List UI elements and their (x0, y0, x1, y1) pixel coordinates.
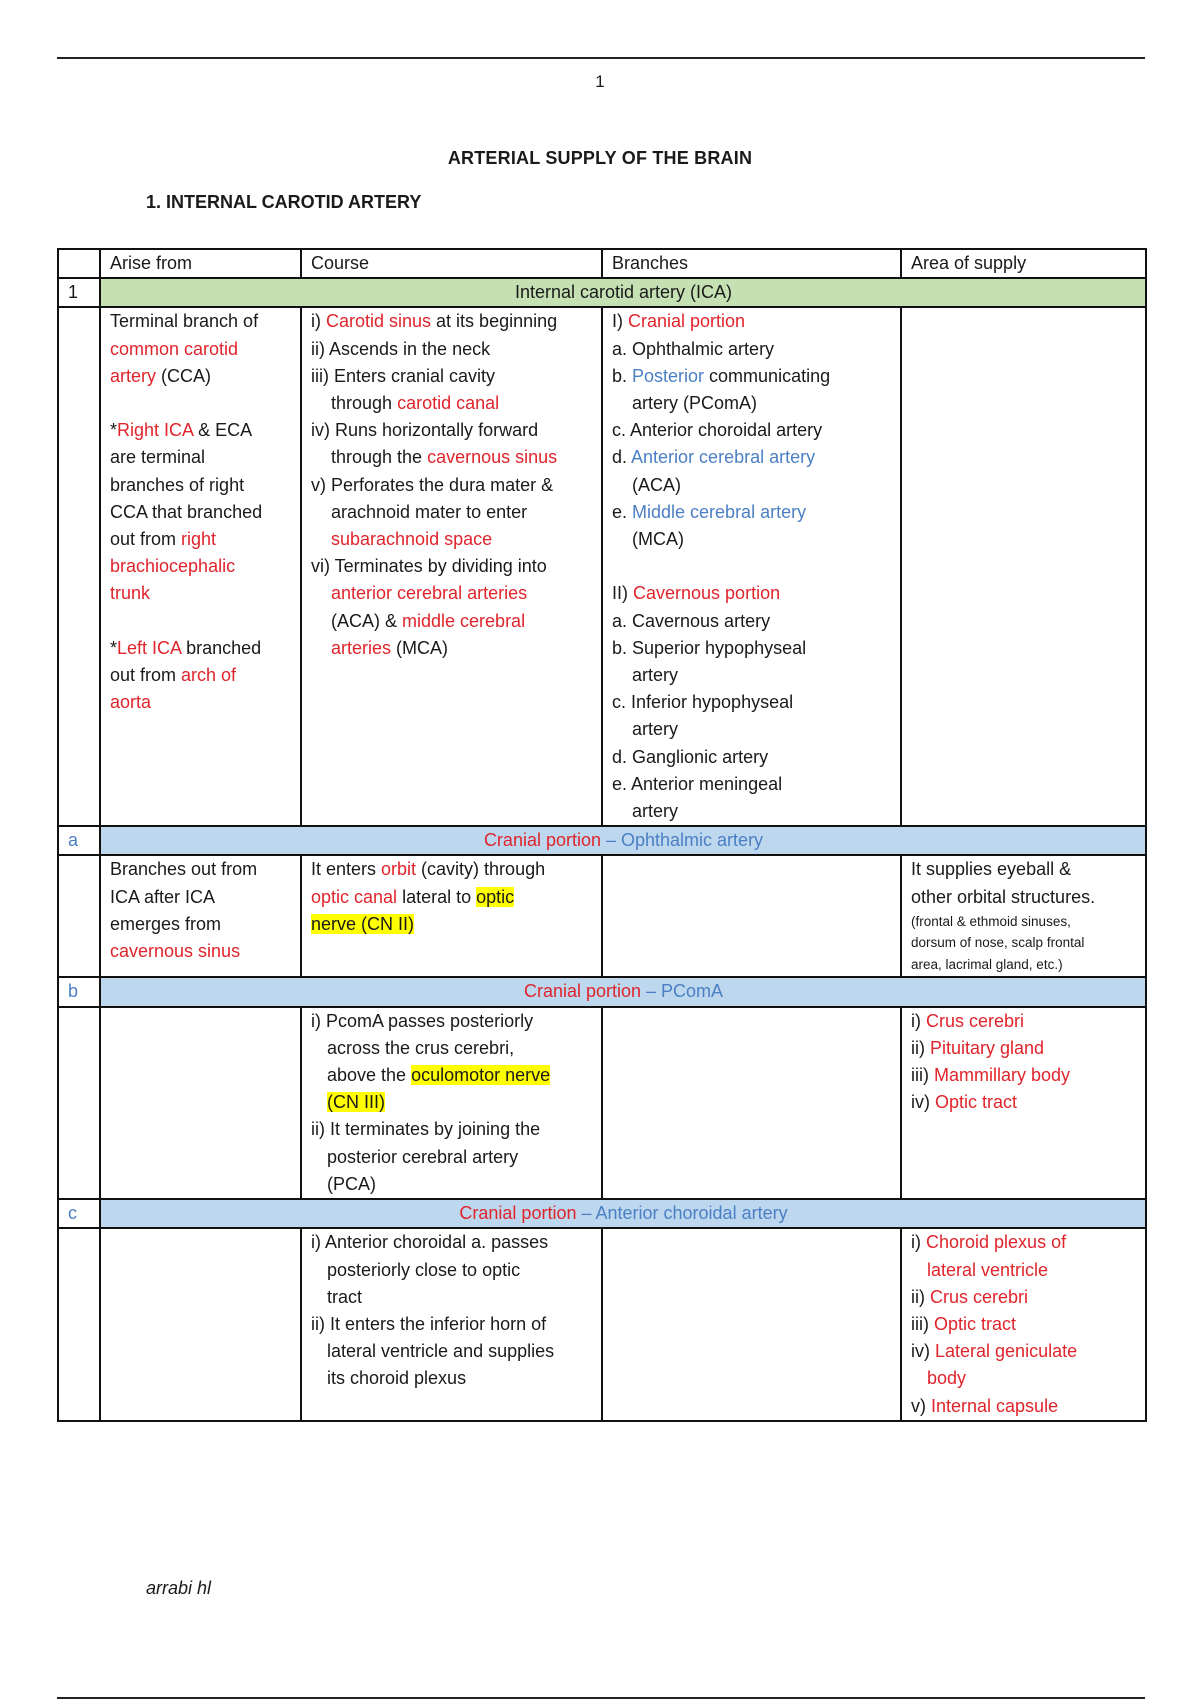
course-item: ii) It enters the inferior horn of (311, 1313, 547, 1334)
course-item-cont: anterior cerebral arteries (331, 583, 528, 604)
branch-item: c. Anterior choroidal artery (612, 420, 823, 441)
cell-branches-ophthalmic (602, 855, 901, 977)
branch-item: a. Cavernous artery (612, 610, 771, 631)
text-line: trunk (110, 583, 151, 604)
document-title: ARTERIAL SUPPLY OF THE BRAIN (447, 148, 753, 168)
header-course: Course (301, 249, 602, 278)
text-line: are terminal (110, 447, 206, 468)
course-item: v) Perforates the dura mater & (311, 474, 554, 495)
course-item-cont: its choroid plexus (327, 1368, 467, 1389)
row-num-empty (58, 1228, 100, 1420)
branch-item: d. Anterior cerebral artery (612, 447, 816, 468)
band-label-ophthalmic: Cranial portion – Ophthalmic artery (100, 826, 1146, 855)
text-line: cavernous sinus (110, 941, 241, 962)
text-line: emerges from (110, 913, 222, 934)
table-row-pcoma (58, 1007, 1146, 1199)
cell-arise-pcoma (100, 1007, 301, 1199)
supply-item: iii) Optic tract (911, 1313, 1017, 1334)
course-item-cont: through the cavernous sinus (331, 447, 558, 468)
row-num-empty (58, 855, 100, 977)
course-item-cont: across the crus cerebri, (327, 1037, 515, 1058)
course-item: i) Anterior choroidal a. passes (311, 1232, 549, 1253)
supply-note: area, lacrimal gland, etc.) (911, 956, 1063, 972)
text-line: Branches out from (110, 859, 258, 880)
cell-supply-pcoma (901, 1007, 1146, 1199)
text-line: optic canal lateral to optic (311, 886, 515, 907)
text-line: branches of right (110, 474, 245, 495)
band-row-ophthalmic (58, 826, 1146, 855)
branch-item: b. Posterior communicating (612, 365, 831, 386)
row-number: b (58, 977, 100, 1006)
course-item-cont: (ACA) & middle cerebral (331, 610, 526, 631)
branch-group-heading: II) Cavernous portion (612, 583, 781, 604)
supply-item: iv) Lateral geniculate (911, 1341, 1078, 1362)
text-line: It supplies eyeball & (911, 859, 1072, 880)
header-rule (57, 57, 1145, 59)
row-number: c (58, 1199, 100, 1228)
table-row-anterior-choroidal (58, 1228, 1146, 1420)
branch-item: e. Middle cerebral artery (612, 501, 807, 522)
supply-item-cont: body (927, 1368, 967, 1389)
branch-item: c. Inferior hypophyseal (612, 692, 794, 713)
row-num-empty (58, 1007, 100, 1199)
supply-item: iii) Mammillary body (911, 1065, 1071, 1086)
band-row-ica (58, 278, 1146, 307)
band-label-anterior-choroidal: Cranial portion – Anterior choroidal artery (100, 1199, 1146, 1228)
text-line: ICA after ICA (110, 886, 216, 907)
supply-item: i) Crus cerebri (911, 1010, 1025, 1031)
course-item-cont: through carotid canal (331, 393, 500, 414)
text-line: artery (CCA) (110, 365, 212, 386)
cell-course-ophthalmic (301, 855, 602, 977)
course-item: iii) Enters cranial cavity (311, 365, 496, 386)
table-header-row (58, 249, 1146, 278)
cell-branches-ica (602, 307, 901, 826)
spacer (612, 553, 892, 580)
header-branches: Branches (602, 249, 901, 278)
branch-item: b. Superior hypophyseal (612, 637, 807, 658)
branch-item-cont: artery (PComA) (632, 393, 758, 414)
course-item-cont: tract (327, 1286, 363, 1307)
header-arise-from: Arise from (100, 249, 301, 278)
footer-rule (57, 1697, 1145, 1699)
row-number: 1 (58, 278, 100, 307)
table-row-ica (58, 307, 1146, 826)
cell-course-ica (301, 307, 602, 826)
branch-item: a. Ophthalmic artery (612, 338, 775, 359)
course-item-cont: lateral ventricle and supplies (327, 1341, 555, 1362)
cell-course-anterior-choroidal (301, 1228, 602, 1420)
text-line: other orbital structures. (911, 886, 1096, 907)
spacer (110, 608, 292, 635)
branch-item-cont: artery (632, 719, 679, 740)
course-item-cont: (PCA) (327, 1173, 376, 1194)
cell-branches-anterior-choroidal (602, 1228, 901, 1420)
course-item: iv) Runs horizontally forward (311, 420, 539, 441)
course-item-cont: subarachnoid space (331, 529, 493, 550)
branch-item: d. Ganglionic artery (612, 746, 769, 767)
text-line: common carotid (110, 338, 239, 359)
section-heading: 1. INTERNAL CAROTID ARTERY (146, 192, 422, 212)
text-line: out from arch of (110, 665, 237, 686)
course-item-cont: above the oculomotor nerve (327, 1065, 551, 1086)
supply-item: v) Internal capsule (911, 1395, 1059, 1416)
cell-arise-ica (100, 307, 301, 826)
branch-item-cont: artery (632, 801, 679, 822)
cell-supply-ophthalmic (901, 855, 1146, 977)
text-line: *Left ICA branched (110, 637, 262, 658)
band-label-pcoma: Cranial portion – PComA (100, 977, 1146, 1006)
row-num-empty (58, 307, 100, 826)
cell-arise-anterior-choroidal (100, 1228, 301, 1420)
page-number: 1 (595, 72, 605, 91)
header-num-cell (58, 249, 100, 278)
cell-supply-ica (901, 307, 1146, 826)
text-line: Terminal branch of (110, 311, 259, 332)
course-item-cont: (CN III) (327, 1092, 385, 1113)
text-line: It enters orbit (cavity) through (311, 859, 546, 880)
course-item-cont: arteries (MCA) (331, 637, 449, 658)
course-item: vi) Terminates by dividing into (311, 556, 547, 577)
cell-arise-ophthalmic (100, 855, 301, 977)
supply-item: iv) Optic tract (911, 1092, 1018, 1113)
band-row-anterior-choroidal (58, 1199, 1146, 1228)
supply-item: i) Choroid plexus of (911, 1232, 1067, 1253)
cell-supply-anterior-choroidal (901, 1228, 1146, 1420)
text-line: *Right ICA & ECA (110, 420, 253, 441)
cell-course-pcoma (301, 1007, 602, 1199)
table-row-ophthalmic (58, 855, 1146, 977)
spacer (110, 390, 292, 417)
branch-item: e. Anterior meningeal (612, 773, 783, 794)
course-item-cont: posteriorly close to optic (327, 1259, 521, 1280)
text-line: brachiocephalic (110, 556, 236, 577)
supply-item: ii) Crus cerebri (911, 1286, 1029, 1307)
ica-table (57, 248, 1147, 1422)
supply-item: ii) Pituitary gland (911, 1037, 1045, 1058)
text-line: nerve (CN II) (311, 913, 415, 934)
text-line: CCA that branched (110, 501, 263, 522)
supply-item-cont: lateral ventricle (927, 1259, 1049, 1280)
course-item: i) Carotid sinus at its beginning (311, 311, 558, 332)
footer-author: arrabi hl (146, 1578, 212, 1598)
header-area-of-supply: Area of supply (901, 249, 1146, 278)
course-item-cont: posterior cerebral artery (327, 1146, 519, 1167)
supply-note: dorsum of nose, scalp frontal (911, 935, 1085, 951)
course-item: ii) It terminates by joining the (311, 1119, 541, 1140)
course-item-cont: arachnoid mater to enter (331, 501, 528, 522)
course-item: i) PcomA passes posteriorly (311, 1010, 534, 1031)
text-line: aorta (110, 692, 152, 713)
course-item: ii) Ascends in the neck (311, 338, 491, 359)
branch-item-cont: artery (632, 665, 679, 686)
band-label-ica: Internal carotid artery (ICA) (100, 278, 1146, 307)
branch-item-cont: (ACA) (632, 474, 681, 495)
branch-group-heading: I) Cranial portion (612, 311, 746, 332)
band-row-pcoma (58, 977, 1146, 1006)
supply-note: (frontal & ethmoid sinuses, (911, 913, 1071, 929)
row-number: a (58, 826, 100, 855)
text-line: out from right (110, 529, 217, 550)
branch-item-cont: (MCA) (632, 529, 684, 550)
cell-branches-pcoma (602, 1007, 901, 1199)
